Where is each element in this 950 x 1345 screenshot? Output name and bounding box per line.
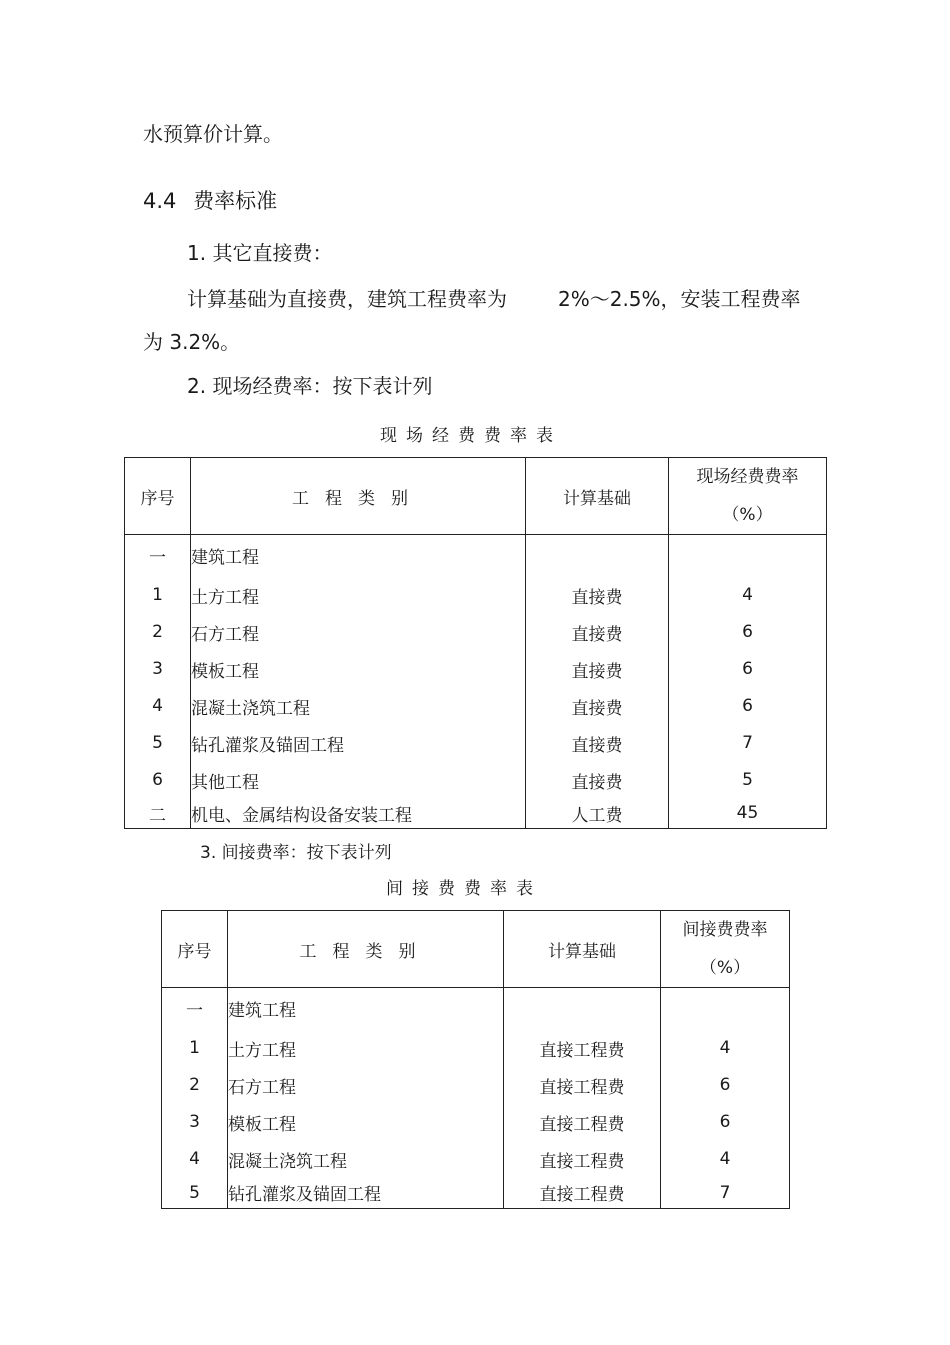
header-rate	[661, 911, 790, 988]
table-row	[162, 1141, 790, 1178]
table1-caption: 现场经费费率表	[380, 426, 562, 446]
header-rate-line2: （%）	[722, 505, 773, 525]
table1-header-row	[125, 458, 827, 535]
row-basis: 人工费	[526, 799, 669, 829]
header-no: 序号	[125, 458, 191, 535]
row-rate: 6	[669, 651, 827, 688]
table2	[161, 910, 790, 1209]
row-no: 2	[162, 1067, 228, 1104]
row-basis: 直接工程费	[504, 1104, 661, 1141]
row-rate: 4	[661, 1141, 790, 1178]
row-basis: 直接费	[526, 725, 669, 762]
row-basis: 直接工程费	[504, 1030, 661, 1067]
item1-title: 1. 其它直接费：	[187, 241, 333, 265]
item1-text-b: 2%～2.5%，安装工程费率	[558, 287, 801, 311]
table-row	[125, 688, 827, 725]
row-category: 石方工程	[228, 1067, 504, 1104]
row-basis: 直接工程费	[504, 1067, 661, 1104]
row-category: 混凝土浇筑工程	[228, 1141, 504, 1178]
table-row	[125, 762, 827, 799]
table-row	[162, 988, 790, 1030]
table2-header-row	[162, 911, 790, 988]
row-no: 4	[162, 1141, 228, 1178]
item2-title: 2. 现场经费率：按下表计列	[187, 374, 433, 398]
section-number: 4.4	[143, 189, 177, 213]
row-rate: 6	[661, 1067, 790, 1104]
table-row	[125, 535, 827, 577]
row-basis: 直接费	[526, 614, 669, 651]
header-rate-line2: （%）	[699, 958, 751, 978]
row-no: 二	[125, 799, 191, 829]
row-rate: 45	[669, 799, 827, 829]
table-row	[162, 1067, 790, 1104]
table-row	[125, 577, 827, 614]
header-no: 序号	[162, 911, 228, 988]
row-category: 钻孔灌浆及锚固工程	[191, 725, 526, 762]
row-no: 一	[162, 988, 228, 1030]
row-category: 土方工程	[191, 577, 526, 614]
row-rate: 5	[669, 762, 827, 799]
header-basis: 计算基础	[526, 458, 669, 535]
row-rate: 6	[661, 1104, 790, 1141]
section-title: 费率标准	[193, 189, 278, 213]
row-basis: 直接工程费	[504, 1178, 661, 1209]
row-category: 其他工程	[191, 762, 526, 799]
row-no: 6	[125, 762, 191, 799]
row-basis	[504, 988, 661, 1030]
row-rate: 7	[661, 1178, 790, 1209]
row-category: 混凝土浇筑工程	[191, 688, 526, 725]
table-row	[125, 614, 827, 651]
row-no: 2	[125, 614, 191, 651]
row-category: 石方工程	[191, 614, 526, 651]
header-rate-line1: 间接费费率	[682, 920, 768, 940]
row-basis: 直接费	[526, 688, 669, 725]
table-row	[125, 651, 827, 688]
row-basis: 直接费	[526, 651, 669, 688]
table1	[124, 457, 827, 829]
row-no: 3	[162, 1104, 228, 1141]
row-rate	[661, 988, 790, 1030]
row-no: 1	[125, 577, 191, 614]
row-category: 建筑工程	[191, 535, 526, 577]
row-rate	[669, 535, 827, 577]
row-no: 5	[125, 725, 191, 762]
header-rate-line1: 现场经费费率	[696, 467, 799, 487]
row-category: 模板工程	[228, 1104, 504, 1141]
table2-caption: 间接费费率表	[386, 879, 542, 899]
header-category: 工程类别	[228, 911, 504, 988]
table-row	[125, 725, 827, 762]
table-row	[162, 1030, 790, 1067]
row-rate: 4	[669, 577, 827, 614]
row-rate: 6	[669, 688, 827, 725]
row-no: 3	[125, 651, 191, 688]
row-basis	[526, 535, 669, 577]
table-row	[162, 1104, 790, 1141]
row-category: 建筑工程	[228, 988, 504, 1030]
table-row	[125, 799, 827, 829]
item3-title: 3. 间接费率：按下表计列	[200, 843, 392, 863]
row-basis: 直接工程费	[504, 1141, 661, 1178]
header-rate	[669, 458, 827, 535]
row-basis: 直接费	[526, 762, 669, 799]
row-category: 机电、金属结构设备安装工程	[191, 799, 526, 829]
header-category: 工程类别	[191, 458, 526, 535]
item1-text-line2: 为 3.2%。	[143, 330, 241, 354]
row-no: 4	[125, 688, 191, 725]
table-row	[162, 1178, 790, 1209]
row-basis: 直接费	[526, 577, 669, 614]
row-category: 土方工程	[228, 1030, 504, 1067]
row-rate: 7	[669, 725, 827, 762]
row-no: 1	[162, 1030, 228, 1067]
row-category: 模板工程	[191, 651, 526, 688]
section-heading	[143, 185, 277, 215]
row-rate: 4	[661, 1030, 790, 1067]
item1-text-a: 计算基础为直接费，建筑工程费率为	[187, 287, 507, 311]
row-no: 一	[125, 535, 191, 577]
row-rate: 6	[669, 614, 827, 651]
header-basis: 计算基础	[504, 911, 661, 988]
paragraph-continuation: 水预算价计算。	[143, 122, 283, 146]
row-category: 钻孔灌浆及锚固工程	[228, 1178, 504, 1209]
row-no: 5	[162, 1178, 228, 1209]
